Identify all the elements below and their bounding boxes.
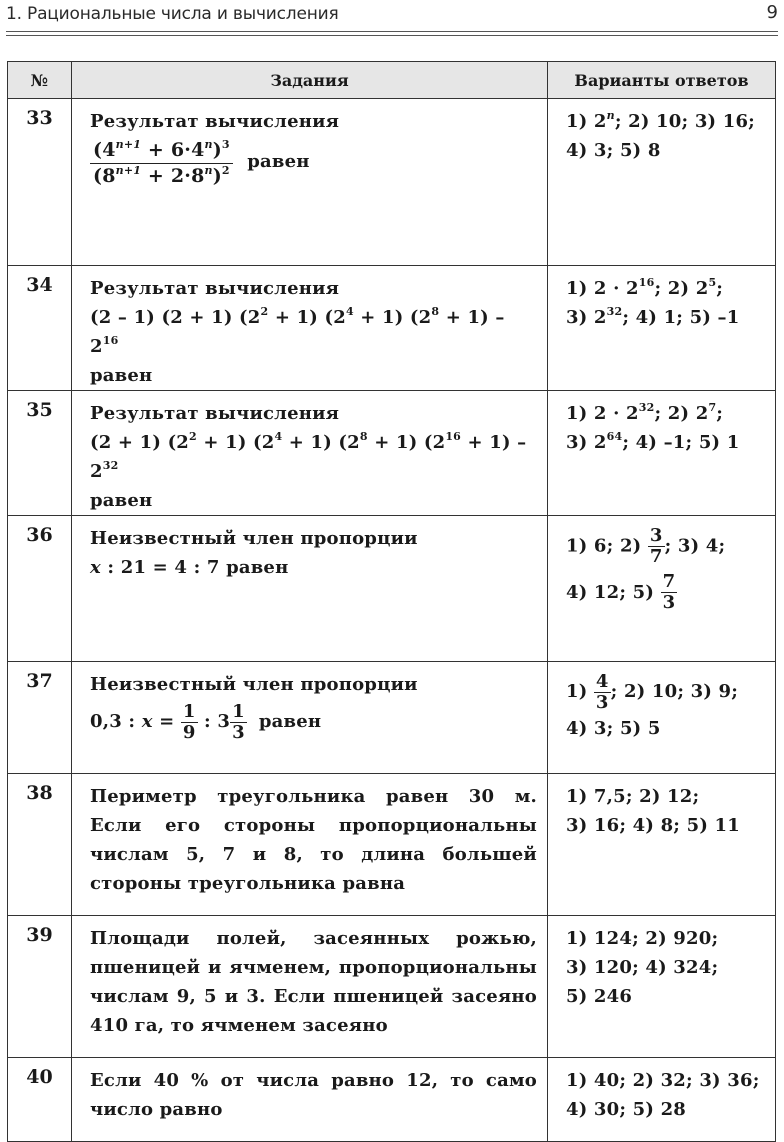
task-number: 38 (8, 774, 72, 916)
task-text (72, 99, 548, 266)
header-num: № (8, 62, 72, 99)
fraction: $\frac{1}{9}$ (182, 700, 196, 743)
answer-options: 1) $2 \cdot 2^{16}$; 2) $2^5$; 3) $2^{32}$; 4) 1; 5) –1 (548, 266, 776, 391)
table-row (8, 662, 776, 774)
answer-options: 1) 6; 2) $\frac{3}{7}$ ; 3) 4; 4) 12; 5) $\frac{7}{3}$ (548, 516, 776, 662)
task-formula (90, 136, 537, 189)
table-row (8, 266, 776, 391)
table-row (8, 774, 776, 916)
header-answers: Варианты ответов (548, 62, 776, 99)
fraction-numerator: $(4^{n+1} + 6\cdot 4^n)^3$ (90, 138, 233, 164)
fraction-denominator: $(8^{n+1} + 2\cdot 8^n)^2$ (93, 163, 230, 187)
task-intro: Результат вычисления (90, 111, 340, 132)
task-formula: (2 – 1) (2 + 1) $(2^2 + 1) (2^4 + 1) (2^8 + 1) - 2^{16}$ (90, 305, 505, 357)
header-task: Задания (72, 62, 548, 99)
table-header-row (8, 62, 776, 99)
fraction (90, 138, 233, 189)
table-row (8, 1058, 776, 1142)
task-number: 36 (8, 516, 72, 662)
task-number: 37 (8, 662, 72, 774)
task-text: Неизвестный член пропорции x : 21 = 4 : 7 равен (72, 516, 548, 662)
answer-options: 1) $\frac{4}{3}$ ; 2) 10; 3) 9; 4) 3; 5) 5 (548, 662, 776, 774)
answer-options: 1) 40; 2) 32; 3) 36; 4) 30; 5) 28 (548, 1058, 776, 1142)
answer-options: 1) 7,5; 2) 12; 3) 16; 4) 8; 5) 11 (548, 774, 776, 916)
answer-options: 1) 2$^n$; 2) 10; 3) 16; 4) 3; 5) 8 (548, 99, 776, 266)
task-text: Периметр треугольника равен 30 м. Если его стороны пропорциональны числам 5, 7 и 8, то длина большей стороны треугольника равна (72, 774, 548, 916)
header-rule-top (6, 31, 778, 32)
task-text: Результат вычисления (2 + 1) $(2^2 + 1) (2^4 + 1) (2^8 + 1) (2^{16} + 1) - 2^{32}$ равен (72, 391, 548, 516)
table-row (8, 916, 776, 1058)
task-text: Неизвестный член пропорции 0,3 : x = $\frac{1}{9}$ : 3 $\frac{1}{3}$ равен (72, 662, 548, 774)
fraction: $\frac{4}{3}$ (595, 670, 609, 713)
task-text: Результат вычисления (2 – 1) (2 + 1) $(2^2 + 1) (2^4 + 1) (2^8 + 1) - 2^{16}$ равен (72, 266, 548, 391)
fraction: $\frac{3}{7}$ (649, 525, 663, 567)
fraction: $\frac{7}{3}$ (662, 571, 676, 614)
task-number: 33 (8, 99, 72, 266)
answer-options: 1) 124; 2) 920; 3) 120; 4) 324; 5) 246 (548, 916, 776, 1058)
table-row (8, 99, 776, 266)
task-number: 40 (8, 1058, 72, 1142)
answer-options: 1) $2 \cdot 2^{32}$; 2) $2^7$; 3) $2^{64}$; 4) –1; 5) 1 (548, 391, 776, 516)
task-number: 34 (8, 266, 72, 391)
table-row (8, 516, 776, 662)
page-header (6, 0, 778, 32)
tasks-table (7, 61, 776, 1142)
table-row (8, 391, 776, 516)
page-number: 9 (766, 2, 778, 23)
chapter-title: 1. Рациональные числа и вычисления (6, 4, 339, 24)
fraction: $\frac{1}{3}$ (232, 700, 245, 743)
task-tail: равен (247, 151, 310, 173)
task-text: Площади полей, засеянных рожью, пшеницей и ячменем, пропорциональны числам 9, 5 и 3. Если пшеницей засеяно 410 га, то ячменем засеяно (72, 916, 548, 1058)
task-text: Если 40 % от числа равно 12, то само число равно (72, 1058, 548, 1142)
task-formula: (2 + 1) $(2^2 + 1) (2^4 + 1) (2^8 + 1) (2^{16} + 1) - 2^{32}$ (90, 430, 527, 482)
task-number: 39 (8, 916, 72, 1058)
task-number: 35 (8, 391, 72, 516)
header-rule-bottom (6, 35, 778, 36)
